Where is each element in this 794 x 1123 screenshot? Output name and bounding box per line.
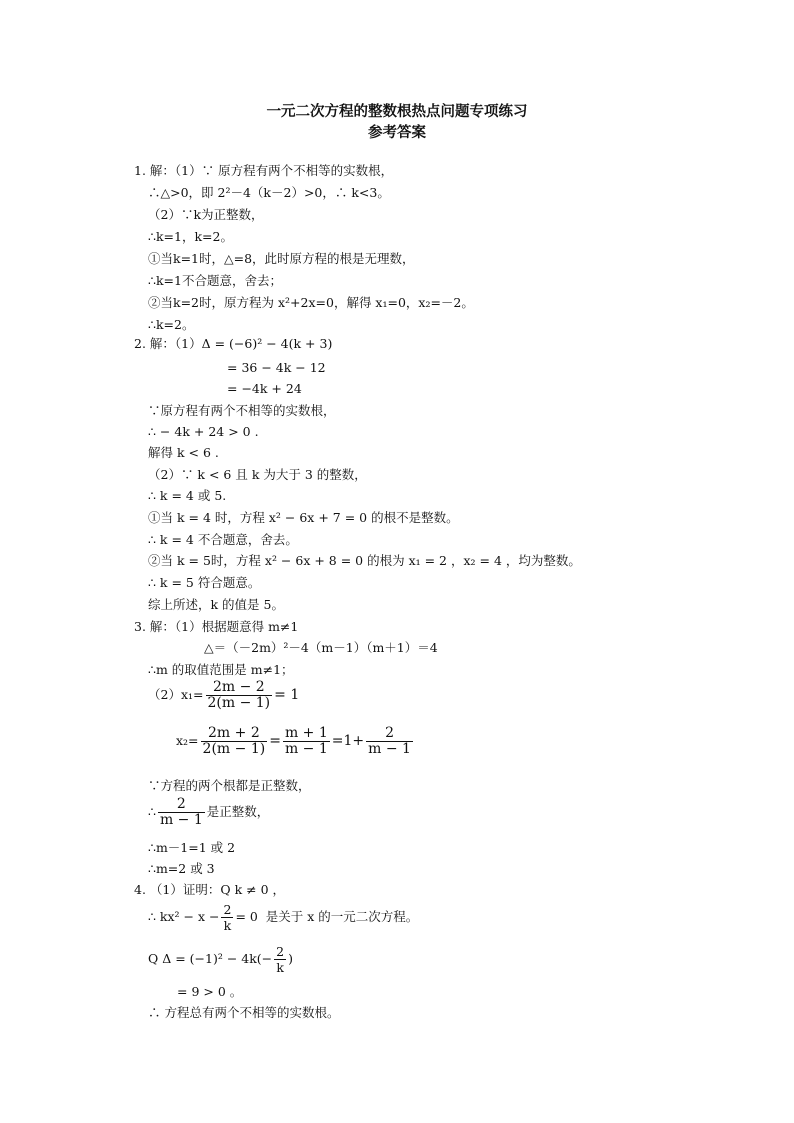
fraction-numerator: 2m + 2 — [201, 726, 268, 742]
q2-line: ∴ − 4k + 24 > 0 . — [148, 424, 259, 439]
q3-x1-equation — [148, 680, 299, 711]
q2-line: ∵原方程有两个不相等的实数根， — [148, 403, 336, 418]
q3-x2-fraction-3 — [366, 726, 413, 757]
q3-line: △＝（－2m）²－4（m－1）（m＋1）＝4 — [204, 640, 438, 655]
q4-delta-tail: ) — [288, 951, 294, 966]
q4-eq-tail: = 0 — [235, 909, 258, 924]
fraction-denominator: m − 1 — [159, 812, 203, 828]
q2-line: 2. 解：（1）Δ = (−6)² − 4(k + 3) — [134, 336, 333, 351]
q1-line: （2）∵k为正整数， — [148, 207, 264, 222]
q4-line: ∴ 方程总有两个不相等的实数根。 — [148, 1005, 340, 1020]
q3-line: 3. 解：（1）根据题意得 m≠1 — [134, 619, 299, 634]
q3-fraction — [158, 797, 205, 828]
q4-eq-prefix: ∴ kx² − x − — [148, 909, 220, 924]
q4-delta-prefix: Q Δ = (−1)² − 4k(− — [148, 951, 273, 966]
q3-line: ∴m 的取值范围是 m≠1； — [148, 662, 294, 677]
q3-x2-equation — [176, 726, 415, 757]
q2-line: 解得 k < 6 . — [148, 445, 219, 460]
q3-x1-prefix: （2）x₁= — [148, 687, 204, 702]
q2-line: ∴ k = 4 或 5. — [148, 488, 227, 503]
fraction-numerator: m + 1 — [284, 725, 328, 741]
q3-line: ∵方程的两个根都是正整数， — [148, 778, 311, 793]
fraction-denominator: 2(m − 1) — [202, 741, 266, 757]
fraction-denominator: k — [223, 918, 232, 933]
fraction-denominator: 2(m − 1) — [207, 695, 271, 711]
document-subtitle: 参考答案 — [368, 125, 426, 141]
fraction-numerator: 2 — [223, 902, 232, 917]
fraction-numerator: 2 — [158, 797, 205, 813]
q4-line: = 9 > 0 。 — [177, 984, 243, 999]
q2-line: ∴ k = 4 不合题意，舍去。 — [148, 532, 298, 547]
q3-x2-fraction-2 — [283, 726, 330, 757]
fraction-denominator: m − 1 — [368, 741, 411, 757]
q3-x2-tail: =1+ — [331, 733, 365, 749]
q2-line: 综上所述，k 的值是 5。 — [148, 597, 284, 612]
q1-line: ∴k=1不合题意，舍去； — [148, 273, 282, 288]
q3-fraction-tail: 是正整数， — [206, 804, 270, 819]
q3-line: ∴m=2 或 3 — [148, 861, 215, 876]
q3-x1-fraction — [206, 680, 273, 711]
q2-line: ①当 k = 4 时，方程 x² − 6x + 7 = 0 的根不是整数。 — [148, 510, 459, 525]
q4-eq-description: 是关于 x 的一元二次方程。 — [265, 909, 419, 924]
q4-line: 4. （1）证明：Q k ≠ 0 ， — [134, 882, 285, 897]
q1-line: ②当k=2时，原方程为 x²+2x=0，解得 x₁=0，x₂=－2。 — [148, 295, 474, 310]
q2-line: （2）∵ k < 6 且 k 为大于 3 的整数， — [148, 467, 367, 482]
q1-line: 1. 解：（1）∵ 原方程有两个不相等的实数根， — [134, 163, 394, 178]
fraction-numerator: 2 — [366, 726, 413, 742]
therefore-sign: ∴ — [148, 804, 156, 819]
equals-sign: = — [269, 733, 281, 749]
fraction-numerator: 2m − 2 — [206, 680, 273, 696]
q3-x2-fraction-1 — [201, 726, 268, 757]
fraction-denominator: k — [276, 960, 284, 975]
q2-line: = −4k + 24 — [227, 381, 302, 396]
fraction-numerator: 2 — [276, 944, 285, 959]
q4-delta-line — [148, 944, 293, 975]
q3-x1-tail: = 1 — [274, 687, 300, 703]
fraction-denominator: m − 1 — [284, 741, 328, 757]
q3-line: ∴m－1=1 或 2 — [148, 840, 236, 855]
q3-positive-integer-line — [148, 797, 269, 828]
q4-delta-fraction — [274, 944, 286, 975]
q2-line: ∴ k = 5 符合题意。 — [148, 575, 261, 590]
q2-line: ②当 k = 5时，方程 x² − 6x + 8 = 0 的根为 x₁ = 2 ，x₂ = 4 ，均为整数。 — [148, 553, 581, 568]
q1-line: ①当k=1时，△=8，此时原方程的根是无理数， — [148, 251, 415, 266]
q1-line: ∴△>0，即 2²－4（k－2）>0，∴ k<3。 — [148, 185, 390, 200]
q4-quadratic-line — [148, 902, 418, 933]
q1-line: ∴k=1，k=2。 — [148, 229, 233, 244]
document-title: 一元二次方程的整数根热点问题专项练习 — [266, 104, 528, 120]
q1-line: ∴k=2。 — [148, 317, 195, 332]
q4-eq-fraction — [221, 902, 233, 933]
q3-x2-prefix: x₂= — [176, 733, 199, 748]
q2-line: = 36 − 4k − 12 — [227, 360, 326, 375]
